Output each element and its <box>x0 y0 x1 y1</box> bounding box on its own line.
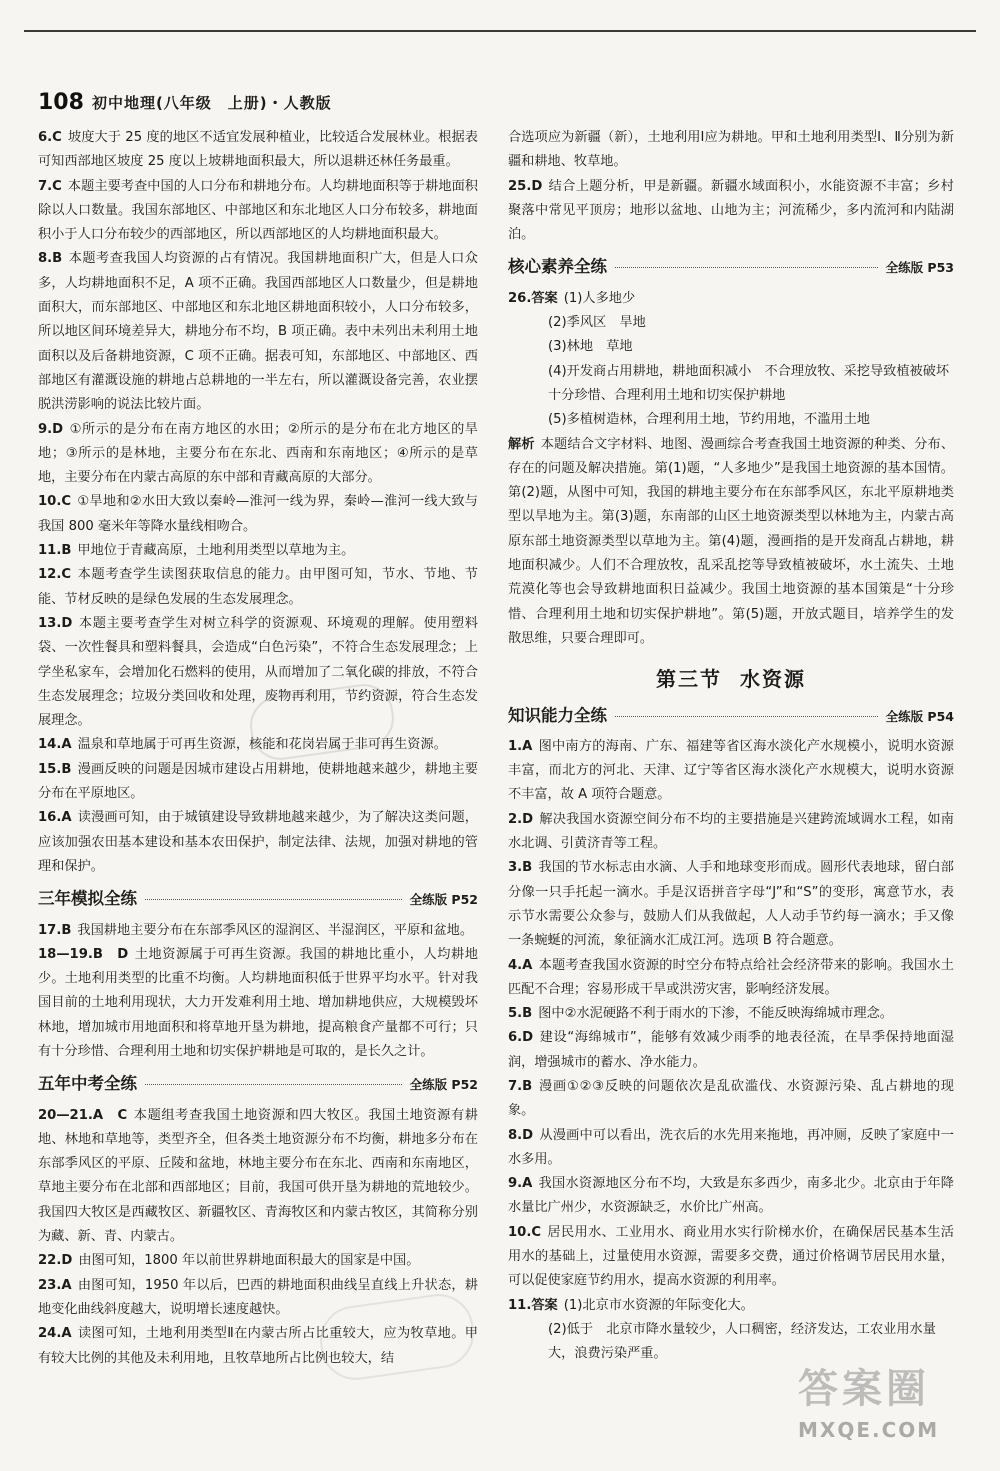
answer-number: 10.C <box>508 1224 542 1240</box>
section-page-ref: 全练版 P54 <box>885 708 954 724</box>
answer-number: 11.B <box>38 543 72 559</box>
answer-number: 8.D <box>508 1127 534 1143</box>
answer-number: 9.A <box>508 1176 533 1192</box>
answer-number: 15.B <box>38 761 72 777</box>
answer-text: 我国水资源地区分布不均，大致是东多西少，南多北少。北京由于年降水量比广州少，水资源缺乏，水价比广州高。 <box>508 1176 954 1216</box>
answer-item <box>508 1075 954 1124</box>
section-heading <box>508 255 954 280</box>
answer-text: 漫画反映的问题是因城市建设占用耕地，使耕地越来越少，耕地主要分布在平原地区。 <box>38 761 478 802</box>
section-title: 核心素养全练 <box>508 257 607 277</box>
section-page-ref: 全练版 P52 <box>409 1077 478 1093</box>
section-page-ref: 全练版 P53 <box>885 260 954 276</box>
answer-number: 20—21.A C <box>38 1107 128 1123</box>
answer-text: 本题考查学生读图获取信息的能力。由甲图可知，节水、节地、节能、节材反映的是绿色发展的生态发展理念。 <box>38 567 478 607</box>
answer-number: 1.A <box>508 738 533 754</box>
section-title: 知识能力全练 <box>508 705 607 725</box>
answer-text: 本题主要考查学生对树立科学的资源观、环境观的理解。使用塑料袋、一次性餐具和塑料餐具，会造成“白色污染”，不符合生态发展理念；上学坐私家车，会增加化石燃料的使用，从而增加了二氧化碳的排放，不符合生态发展理念；垃圾分类回收和处理，废物再利用，节约资源，符合生态发展理念。 <box>38 615 478 729</box>
section-title: 五年中考全练 <box>38 1074 137 1094</box>
chapter-number: 第三节 <box>656 667 722 692</box>
answer-subitem: (4)开发商占用耕地，耕地面积减小 不合理放牧、采挖导致植被破坏 十分珍惜、合理利用土地和切实保护耕地 <box>548 363 963 403</box>
answer-item <box>508 287 954 311</box>
answer-text: (1)人多地少 <box>563 290 636 306</box>
answer-number: 8.B <box>38 251 63 267</box>
answer-text: 本题考查我国人均资源的占有情况。我国耕地面积广大，但是人口众多，人均耕地面积不足，A 项不正确。我国西部地区人口数量少，但是耕地面积大，而东部地区、中部地区和东北地区耕地面积较小，人口分布较多，所以地区间环境差异大，耕地分布不均，B 项正确。表中未列出未利用土地面积以及后备耕地资源，C 项不正确。据表可知，东部地区、中部地区、西部地区有灌溉设施的耕地占总耕地的一半左右，所以灌溉设备完善，农业摆脱洪涝影响的说法比较片面。 <box>38 251 478 413</box>
answer-text: 土地资源属于可再生资源。我国的耕地比重小，人均耕地少。土地利用类型的比重不均衡。人均耕地面积低于世界平均水平。针对我国目前的土地利用现状，大力开发难利用土地、增加耕地供应，大规模毁坏林地，增加城市用地面积和将草地开垦为耕地，提高粮食产量都不可行；只有十分珍惜、合理利用土地和切实保护耕地是可取的，是长久之计。 <box>38 946 478 1059</box>
answer-text: 由图可知，1800 年以前世界耕地面积最大的国家是中国。 <box>78 1253 420 1269</box>
answer-text: 本题考查我国水资源的时空分布特点给社会经济带来的影响。我国水土匹配不合理；容易形成干旱或洪涝灾害，影响经济发展。 <box>508 957 954 997</box>
answer-number: 26.答案 <box>508 290 558 306</box>
answer-item <box>38 758 478 807</box>
answer-subitem: (3)林地 草地 <box>548 339 633 355</box>
answer-number: 16.A <box>38 810 72 826</box>
section-page-ref: 全练版 P52 <box>409 892 478 908</box>
chapter-title <box>508 667 954 691</box>
answer-number: 17.B <box>38 922 72 938</box>
answer-number: 9.D <box>38 421 64 437</box>
answer-item <box>38 247 478 417</box>
answer-item <box>38 1249 478 1273</box>
answer-number: 4.A <box>508 957 533 973</box>
answer-number: 6.D <box>508 1030 534 1046</box>
answer-text: 读图可知，土地利用类型Ⅱ在内蒙古所占比重较大，应为牧草地。甲有较大比例的其他及未利用地，且牧草地所占比例也较大，结 <box>38 1326 478 1366</box>
answer-item <box>38 490 478 539</box>
answer-item <box>508 433 954 652</box>
answer-number: 24.A <box>38 1326 72 1342</box>
answer-item <box>38 806 478 879</box>
answer-text: 本题结合文字材料、地图、漫画综合考查我国土地资源的种类、分布、存在的问题及解决措施。第(1)题，“人多地少”是我国土地资源的基本国情。第(2)题，从图中可知，我国的耕地主要分布在东部季风区，东北平原耕地类型以旱地为主。第(3)题，东南部的山区土地资源类型以林地为主，内蒙古高原东部土地资源类型以草地为主。第(4)题，漫画指的是开发商乱占耕地，耕地面积减少。人们不合理放牧，乱采乱挖等导致植被破坏，水土流失、土地荒漠化等也会导致耕地面积日益减少。我国土地资源的基本国策是“十分珍惜、合理利用土地和切实保护耕地”。第(5)题，开放式题目，培养学生的发散思维，只要合理即可。 <box>508 436 955 646</box>
answer-text: 建设“海绵城市”，能够有效减少雨季的地表径流，在旱季保持地面湿润，增强城市的蓄水、净水能力。 <box>508 1030 954 1070</box>
answer-number: 11.答案 <box>508 1297 558 1313</box>
dotted-leader <box>145 1084 402 1085</box>
answer-item <box>38 175 478 248</box>
answer-item <box>508 1221 954 1294</box>
answer-item <box>38 919 478 943</box>
answer-text: 本题组考查我国土地资源和四大牧区。我国土地资源有耕地、林地和草地等，类型齐全，但各类土地资源分布不均衡，耕地多分布在东部季风区的平原、丘陵和盆地，林地主要分布在东北、西南和东南地区，草地主要分布在北部和西部地区；目前，我国可供开垦为耕地的荒地较少。我国四大牧区是西藏牧区、新疆牧区、青海牧区和内蒙古牧区，其简称分别为藏、新、青、内蒙古。 <box>38 1107 478 1245</box>
dotted-leader <box>615 267 878 268</box>
answer-number: 7.B <box>508 1078 533 1094</box>
answer-item <box>508 856 954 953</box>
answer-text: 由图可知，1950 年以后，巴西的耕地面积曲线呈直线上升状态，耕地变化曲线斜度越大，说明增长速度越快。 <box>38 1277 478 1317</box>
chapter-name: 水资源 <box>740 667 806 692</box>
answer-item <box>38 126 478 175</box>
section-heading <box>38 887 478 912</box>
watermark-url: MXQE.COM <box>798 1418 940 1442</box>
answer-text: 居民用水、工业用水、商业用水实行阶梯水价，在确保居民基本生活用水的基础上，过量使用水资源，需要多交费，通过价格调节居民用水量，可以促使家庭节约用水，提高水资源的利用率。 <box>508 1224 954 1289</box>
answer-text: 甲地位于青藏高原，土地利用类型以草地为主。 <box>77 543 355 559</box>
watermark-logo: 答案圈 <box>798 1366 930 1412</box>
dotted-leader <box>615 716 878 717</box>
answer-text: 结合上题分析，甲是新疆。新疆水域面积小，水能资源不丰富；乡村聚落中常见平顶房；地形以盆地、山地为主；河流稀少，多内流河和内陆湖泊。 <box>508 178 954 243</box>
book-title: 初中地理(八年级 上册)・人教版 <box>91 94 332 112</box>
answer-item <box>508 1294 954 1318</box>
answer-item <box>508 735 954 808</box>
answer-number: 14.A <box>38 737 72 753</box>
answer-number: 3.B <box>508 860 533 876</box>
answer-text: 漫画①②③反映的问题依次是乱砍滥伐、水资源污染、乱占耕地的现象。 <box>508 1078 954 1119</box>
answer-item <box>38 539 478 563</box>
answer-text: ①所示的是分布在南方地区的水田；②所示的是分布在北方地区的旱地；③所示的是林地，主要分布在东北、西南和东南地区；④所示的是草地，主要分布在内蒙古高原的东中部和青藏高原的大部分。 <box>38 421 478 486</box>
answer-item <box>508 1124 954 1173</box>
answer-number: 5.B <box>508 1006 533 1022</box>
page-header <box>38 90 332 115</box>
answer-text: 我国耕地主要分布在东部季风区的湿润区、半湿润区，平原和盆地。 <box>77 922 474 938</box>
answer-number: 18—19.B D <box>38 946 129 962</box>
answer-number: 25.D <box>508 178 543 194</box>
section-heading <box>508 704 954 729</box>
answer-continuation: 合选项应为新疆（新），土地利用Ⅰ应为耕地。甲和土地利用类型Ⅰ、Ⅱ分别为新疆和耕地、牧草地。 <box>508 130 954 170</box>
dotted-leader <box>145 899 402 900</box>
answer-text: 解决我国水资源空间分布不均的主要措施是兴建跨流域调水工程，如南水北调、引黄济青等工程。 <box>508 811 954 852</box>
watermark <box>798 1357 978 1457</box>
answer-item <box>508 808 954 857</box>
answer-item <box>508 1002 954 1026</box>
answer-text: 我国的节水标志由水滴、人手和地球变形而成。圆形代表地球，留白部分像一只手托起一滴水。手是汉语拼音字母“J”和“S”的变形，寓意节水，表示节水需要公众参与，鼓励人们从我做起，人人动手节约每一滴水；手又像一条蜿蜒的河流，象征滴水汇成江河。选项 B 符合题意。 <box>508 860 954 949</box>
answer-item <box>508 954 954 1003</box>
answer-number: 解析 <box>508 436 535 452</box>
answer-text: 读漫画可知，由于城镇建设导致耕地越来越少，为了解决这类问题，应该加强农田基本建设和基本农田保护，制定法律、法规，加强对耕地的管理和保护。 <box>38 810 478 874</box>
answer-item <box>38 563 478 612</box>
answer-item <box>38 1104 478 1250</box>
answer-number: 13.D <box>38 615 73 631</box>
right-column <box>508 126 963 1367</box>
answer-number: 12.C <box>38 567 72 583</box>
answer-number: 6.C <box>38 130 62 145</box>
page-number: 108 <box>38 90 84 115</box>
answer-text: 图中南方的海南、广东、福建等省区海水淡化产水规模小，说明水资源丰富，而北方的河北、天津、辽宁等省区海水淡化产水规模大，说明水资源不丰富，故 A 项符合题意。 <box>508 738 954 803</box>
answer-number: 10.C <box>38 494 72 510</box>
answer-number: 7.C <box>38 178 62 194</box>
answer-text: 温泉和草地属于可再生资源，核能和花岗岩属于非可再生资源。 <box>77 737 447 753</box>
section-heading <box>38 1072 478 1097</box>
answer-text: 图中②水泥硬路不利于雨水的下渗，不能反映海绵城市理念。 <box>538 1006 893 1022</box>
answer-number: 23.A <box>38 1277 72 1293</box>
answer-text: (1)北京市水资源的年际变化大。 <box>563 1297 754 1313</box>
section-title: 三年模拟全练 <box>38 889 137 909</box>
answer-item <box>508 175 954 248</box>
answer-text: 本题主要考查中国的人口分布和耕地分布。人均耕地面积等于耕地面积除以人口数量。我国东部地区、中部地区和东北地区人口分布较多，耕地面积小于人口分布较少的西部地区，所以西部地区的人均耕地面积最大。 <box>38 178 478 243</box>
answer-text: 坡度大于 25 度的地区不适宜发展种植业，比较适合发展林业。根据表可知西部地区坡度 25 度以上坡耕地面积最大，所以退耕还林任务最重。 <box>38 130 478 170</box>
answer-item <box>38 943 478 1064</box>
answer-subitem: (5)多植树造林，合理利用土地，节约用地，不滥用土地 <box>548 412 870 428</box>
top-rule <box>24 30 976 32</box>
answer-number: 2.D <box>508 811 534 827</box>
answer-text: ①旱地和②水田大致以秦岭—淮河一线为界，秦岭—淮河一线大致与我国 800 毫米年等降水量线相吻合。 <box>38 494 478 534</box>
answer-subitem: (2)低于 北京市降水量较少，人口稠密，经济发达，工农业用水量大，浪费污染严重。 <box>548 1321 936 1362</box>
answer-subitem: (2)季风区 旱地 <box>548 315 646 331</box>
answer-item <box>508 1026 954 1075</box>
answer-item <box>38 418 478 491</box>
answer-text: 从漫画中可以看出，洗衣后的水先用来拖地，再冲厕，反映了家庭中一水多用。 <box>508 1127 954 1167</box>
answer-item <box>508 1172 954 1221</box>
answer-number: 22.D <box>38 1253 73 1269</box>
